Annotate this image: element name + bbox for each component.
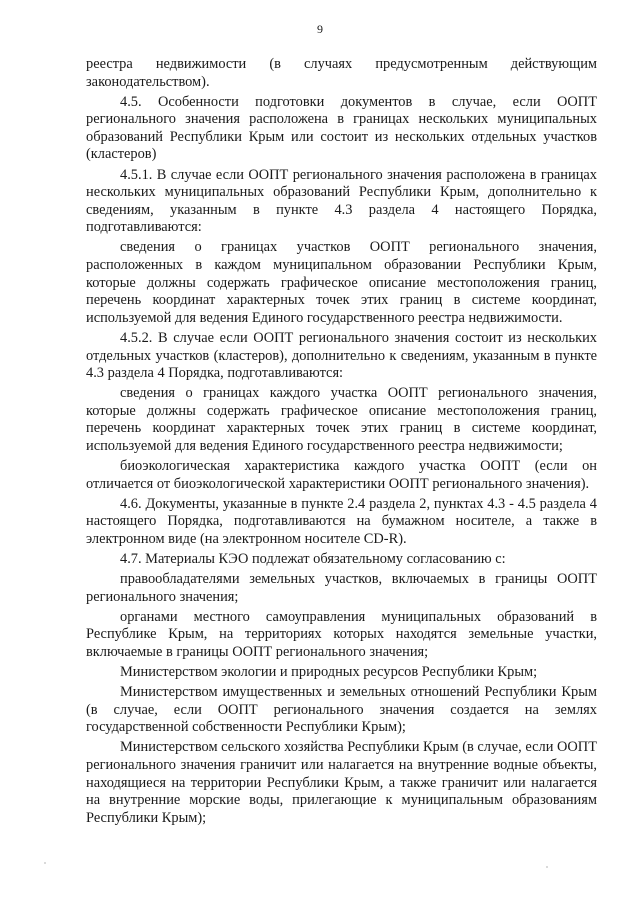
paragraph-bioecological: биоэкологическая характеристика каждого участка ООПТ (если он отличается от биоэкологической характеристики ООПТ регионального значения). bbox=[86, 458, 597, 492]
paragraph-4-6: 4.6. Документы, указанные в пункте 2.4 раздела 2, пунктах 4.3 - 4.5 раздела 4 настоящего Порядка, подготавливаются на бумажном носителе, а также в электронном виде (на электронном носителе CD-R). bbox=[86, 495, 597, 547]
paragraph-local-authorities: органами местного самоуправления муниципальных образований в Республике Крым, на территориях которых находятся земельные участки, включаемые в границы ООПТ регионального значения; bbox=[86, 608, 597, 660]
paragraph-ministry-ecology: Министерством экологии и природных ресурсов Республики Крым; bbox=[120, 664, 538, 681]
scan-speck bbox=[546, 866, 548, 868]
paragraph-4-5-1: 4.5.1. В случае если ООПТ регионального значения расположена в границах нескольких муниципальных образований Республики Крым, дополнительно к сведениям, указанным в пункте 4.3 раздела 4 настоящего Порядка, подготавливаются: bbox=[86, 166, 597, 236]
document-body bbox=[86, 56, 597, 830]
paragraph-ministry-property: Министерством имущественных и земельных отношений Республики Крым (в случае, если ООПТ регионального значения создается на землях государственной собственности Республики Крым); bbox=[86, 684, 597, 736]
paragraph-4-7: 4.7. Материалы КЭО подлежат обязательному согласованию с: bbox=[120, 551, 506, 568]
paragraph-continuation: реестра недвижимости (в случаях предусмотренным действующим законодательством). bbox=[86, 56, 597, 90]
paragraph-ministry-agriculture: Министерством сельского хозяйства Республики Крым (в случае, если ООПТ регионального значения граничит или налагается на внутренние водные объекты, находящиеся на территории Республики Крым, а также граничит или налагается на внутренние морские воды, прилегающие к муниципальным образованиям Республики Крым); bbox=[86, 739, 597, 826]
paragraph-4-5-2: 4.5.2. В случае если ООПТ регионального значения состоит из нескольких отдельных участков (кластеров), дополнительно к сведениям, указанным в пункте 4.3 раздела 4 Порядка, подготавливаются: bbox=[86, 329, 597, 382]
paragraph-rightholders: правообладателями земельных участков, включаемых в границы ООПТ регионального значения; bbox=[86, 571, 597, 605]
page-number: 9 bbox=[317, 22, 323, 36]
paragraph-4-5: 4.5. Особенности подготовки документов в случае, если ООПТ регионального значения расположена в границах нескольких муниципальных образований Республики Крым или состоит из нескольких отдельных участков (кластеров) bbox=[86, 93, 597, 163]
paragraph-boundaries-each-site: сведения о границах каждого участка ООПТ регионального значения, которые должны содержать графическое описание местоположения границ, перечень координат характерных точек этих границ в системе координат, используемой для ведения Единого государственного реестра недвижимости; bbox=[86, 385, 597, 454]
paragraph-boundaries-municipal: сведения о границах участков ООПТ регионального значения, расположенных в каждом муниципальном образовании Республики Крым, которые должны содержать графическое описание местоположения границ, перечень координат характерных точек этих границ в системе координат, используемой для ведения Единого государственного реестра недвижимости. bbox=[86, 239, 597, 326]
scan-speck bbox=[44, 862, 46, 864]
